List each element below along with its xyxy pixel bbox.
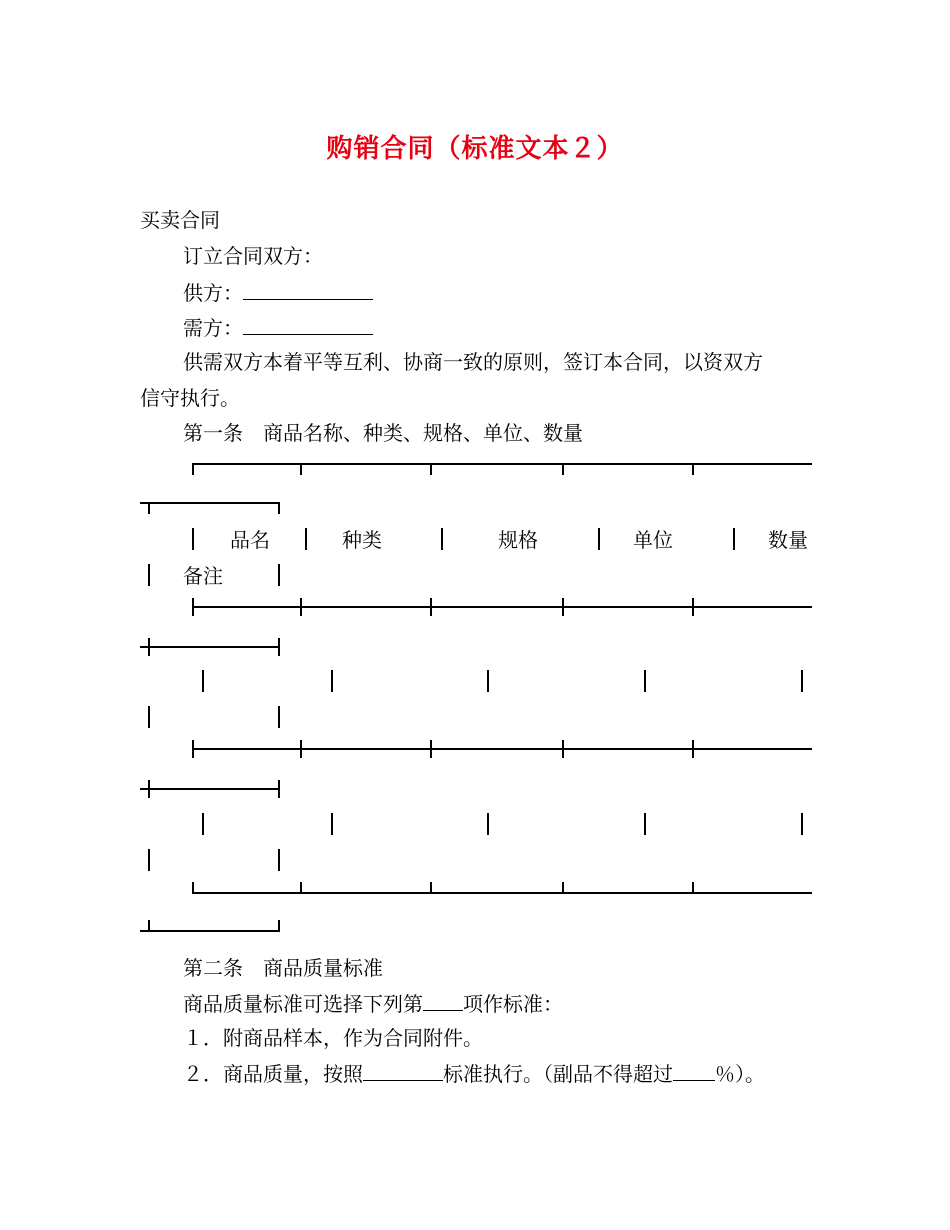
column-header-name: 品名 <box>230 528 270 552</box>
table-rule <box>148 638 150 656</box>
item-2-text-b: 标准执行。（副品不得超过 <box>443 1062 673 1086</box>
quality-intro <box>183 991 563 1016</box>
table-rule <box>278 638 280 656</box>
buyer-blank <box>243 315 373 335</box>
column-header-spec: 规格 <box>498 528 538 552</box>
table-rule <box>148 780 150 798</box>
table-rule <box>192 463 194 475</box>
table-rule <box>140 930 280 932</box>
table-rule <box>801 670 803 692</box>
table-rule <box>692 882 694 894</box>
buyer-label: 需方： <box>183 316 243 340</box>
column-header-unit: 单位 <box>633 528 673 552</box>
buyer-line <box>183 315 373 340</box>
document-title: 购销合同（标准文本２） <box>326 134 624 164</box>
parties-intro: 订立合同双方： <box>183 244 323 268</box>
quality-intro-text-b: 项作标准： <box>463 992 563 1016</box>
table-rule <box>202 813 204 835</box>
table-rule <box>148 502 150 514</box>
table-rule <box>278 920 280 932</box>
table-rule <box>733 528 735 550</box>
table-rule <box>278 780 280 798</box>
table-rule <box>202 670 204 692</box>
preamble-line-2: 信守执行。 <box>140 386 240 410</box>
table-rule <box>644 813 646 835</box>
table-rule <box>487 813 489 835</box>
supplier-line <box>183 280 373 305</box>
table-rule <box>192 892 812 894</box>
article-1-heading: 第一条 商品名称、种类、规格、单位、数量 <box>183 421 583 445</box>
table-rule <box>300 740 302 758</box>
heading-line: 买卖合同 <box>140 208 220 232</box>
table-rule <box>300 598 302 616</box>
table-rule <box>692 598 694 616</box>
table-rule <box>148 849 150 871</box>
table-rule <box>140 502 280 504</box>
table-rule <box>331 813 333 835</box>
quality-intro-text-a: 商品质量标准可选择下列第 <box>183 992 423 1016</box>
table-rule <box>278 706 280 728</box>
table-rule <box>140 788 280 790</box>
table-rule <box>278 502 280 514</box>
table-rule <box>430 882 432 894</box>
table-rule <box>192 740 194 758</box>
table-rule <box>305 528 307 550</box>
table-rule <box>148 706 150 728</box>
table-rule <box>192 748 812 750</box>
table-rule <box>430 598 432 616</box>
table-rule <box>148 564 150 586</box>
table-rule <box>192 606 812 608</box>
table-rule <box>430 463 432 475</box>
table-rule <box>300 882 302 894</box>
table-rule <box>192 463 812 465</box>
item-2 <box>183 1061 765 1086</box>
table-rule <box>441 528 443 550</box>
table-rule <box>192 882 194 894</box>
table-rule <box>692 740 694 758</box>
table-rule <box>331 670 333 692</box>
table-rule <box>487 670 489 692</box>
table-rule <box>148 920 150 932</box>
table-rule <box>300 463 302 475</box>
table-rule <box>598 528 600 550</box>
column-header-quantity: 数量 <box>768 528 808 552</box>
preamble-line-1: 供需双方本着平等互利、协商一致的原则，签订本合同，以资双方 <box>183 350 763 374</box>
table-rule <box>644 670 646 692</box>
table-rule <box>192 598 194 616</box>
supplier-label: 供方： <box>183 281 243 305</box>
item-2-text-a: ２．商品质量，按照 <box>183 1062 363 1086</box>
table-rule <box>562 740 564 758</box>
table-rule <box>278 849 280 871</box>
table-rule <box>801 813 803 835</box>
item-2-text-c: ％）。 <box>715 1062 765 1086</box>
column-header-type: 种类 <box>342 528 382 552</box>
item-1: １．附商品样本，作为合同附件。 <box>183 1026 483 1050</box>
table-rule <box>278 564 280 586</box>
standard-blank <box>363 1061 443 1081</box>
table-rule <box>692 463 694 475</box>
article-2-heading: 第二条 商品质量标准 <box>183 956 383 980</box>
table-rule <box>140 646 280 648</box>
column-header-remark: 备注 <box>183 564 223 588</box>
table-rule <box>562 598 564 616</box>
quality-blank <box>423 991 463 1011</box>
table-rule <box>562 463 564 475</box>
table-rule <box>192 528 194 550</box>
percent-blank <box>673 1061 715 1081</box>
supplier-blank <box>243 280 373 300</box>
table-rule <box>430 740 432 758</box>
table-rule <box>562 882 564 894</box>
